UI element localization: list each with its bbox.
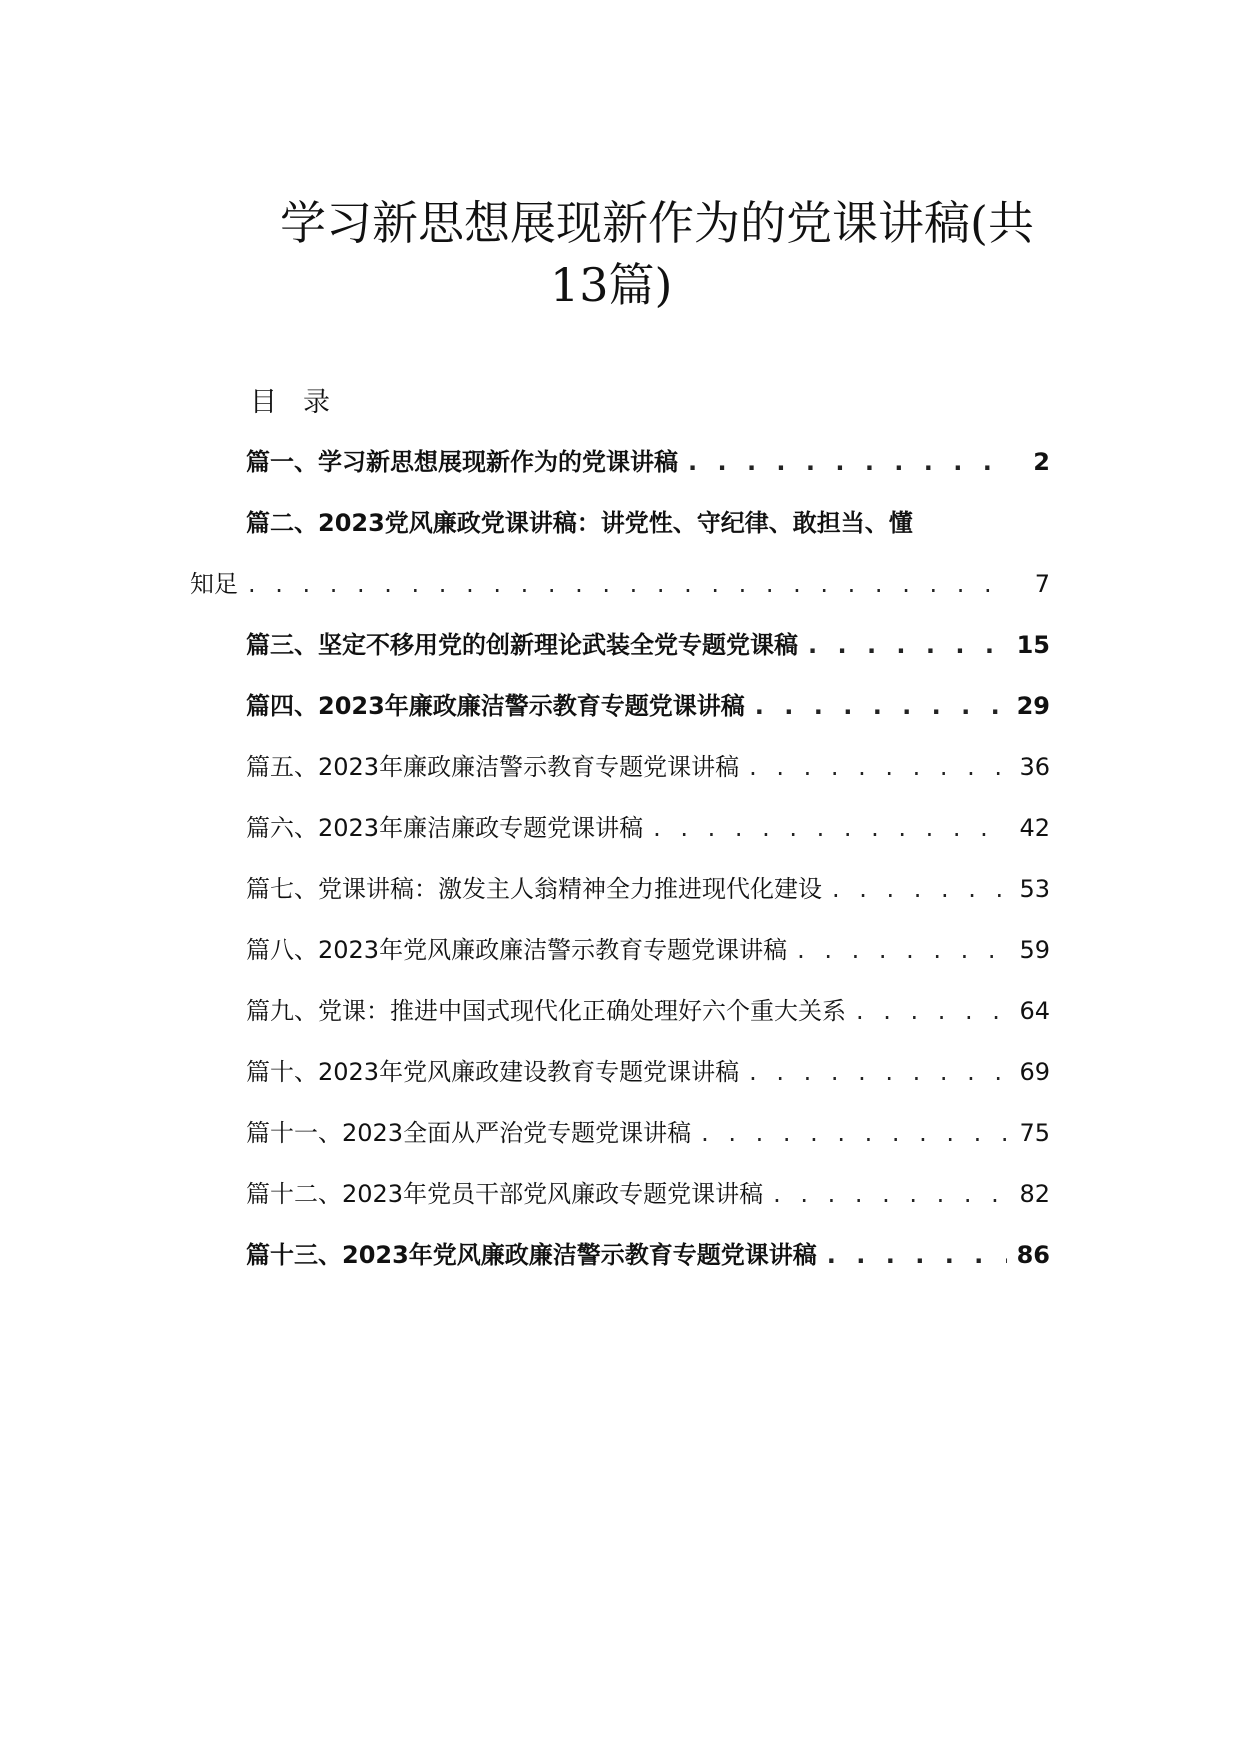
toc-leader-dots — [688, 432, 1010, 493]
toc-leader-dots — [755, 676, 1007, 737]
toc-page-number: 75 — [1019, 1119, 1050, 1147]
toc-leader-dots — [248, 554, 1010, 615]
toc-entry-12[interactable] — [190, 1164, 1050, 1225]
toc-entry-label: 篇八、2023年党风廉政廉洁警示教育专题党课讲稿 — [246, 936, 788, 964]
toc-leader-dots — [653, 798, 1009, 859]
toc-page-number: 53 — [1019, 875, 1050, 903]
toc-entry-10[interactable] — [190, 1042, 1050, 1103]
toc-entry-label-line-1: 篇二、2023党风廉政党课讲稿：讲党性、守纪律、敢担当、懂 — [246, 509, 913, 537]
toc-page-number: 36 — [1019, 753, 1050, 781]
toc-entry-11[interactable] — [190, 1103, 1050, 1164]
toc-entry-9[interactable] — [190, 981, 1050, 1042]
toc-leader-dots — [749, 737, 1009, 798]
toc-heading: 目录 — [250, 387, 356, 418]
toc-page-number: 69 — [1019, 1058, 1050, 1086]
toc-entry-label: 篇四、2023年廉政廉洁警示教育专题党课讲稿 — [246, 692, 745, 720]
toc-page-number: 59 — [1019, 936, 1050, 964]
toc-leader-dots — [773, 1164, 1009, 1225]
toc-entry-label: 篇十、2023年党风廉政建设教育专题党课讲稿 — [246, 1058, 740, 1086]
toc-leader-dots — [808, 615, 1007, 676]
document-title — [280, 192, 1070, 316]
toc-entry-label: 篇五、2023年廉政廉洁警示教育专题党课讲稿 — [246, 753, 740, 781]
table-of-contents — [190, 432, 1050, 1286]
toc-entry-5[interactable] — [190, 737, 1050, 798]
title-line-2: 13篇) — [550, 258, 673, 312]
toc-entry-label: 篇九、党课：推进中国式现代化正确处理好六个重大关系 — [246, 997, 846, 1025]
toc-entry-1[interactable] — [190, 432, 1050, 493]
toc-leader-dots — [701, 1103, 1009, 1164]
toc-entry-label: 篇十三、2023年党风廉政廉洁警示教育专题党课讲稿 — [246, 1241, 817, 1269]
toc-entry-13[interactable] — [190, 1225, 1050, 1286]
toc-entry-label: 篇六、2023年廉洁廉政专题党课讲稿 — [246, 814, 644, 842]
toc-entry-label: 篇三、坚定不移用党的创新理论武装全党专题党课稿 — [246, 631, 798, 659]
toc-page-number: 82 — [1019, 1180, 1050, 1208]
toc-leader-dots — [749, 1042, 1009, 1103]
toc-entry-8[interactable] — [190, 920, 1050, 981]
toc-page-number: 2 — [1033, 448, 1050, 476]
toc-entry-label: 篇十二、2023年党员干部党风廉政专题党课讲稿 — [246, 1180, 764, 1208]
toc-entry-label-line-2: 知足 — [190, 570, 238, 598]
toc-leader-dots — [856, 981, 1009, 1042]
toc-page-number: 29 — [1016, 692, 1050, 720]
toc-page-number: 7 — [1034, 570, 1050, 598]
toc-entry-label: 篇一、学习新思想展现新作为的党课讲稿 — [246, 448, 678, 476]
toc-entry-4[interactable] — [190, 676, 1050, 737]
toc-entry-2[interactable] — [190, 493, 1050, 615]
toc-entry-7[interactable] — [190, 859, 1050, 920]
toc-leader-dots — [827, 1225, 1007, 1286]
toc-entry-label: 篇十一、2023全面从严治党专题党课讲稿 — [246, 1119, 692, 1147]
toc-page-number: 86 — [1016, 1241, 1050, 1269]
toc-entry-3[interactable] — [190, 615, 1050, 676]
toc-leader-dots — [832, 859, 1009, 920]
toc-entry-6[interactable] — [190, 798, 1050, 859]
toc-leader-dots — [797, 920, 1009, 981]
title-line-1: 学习新思想展现新作为的党课讲稿(共 — [280, 196, 1034, 250]
toc-page-number: 15 — [1016, 631, 1050, 659]
toc-page-number: 42 — [1019, 814, 1050, 842]
toc-entry-label: 篇七、党课讲稿：激发主人翁精神全力推进现代化建设 — [246, 875, 822, 903]
toc-page-number: 64 — [1019, 997, 1050, 1025]
